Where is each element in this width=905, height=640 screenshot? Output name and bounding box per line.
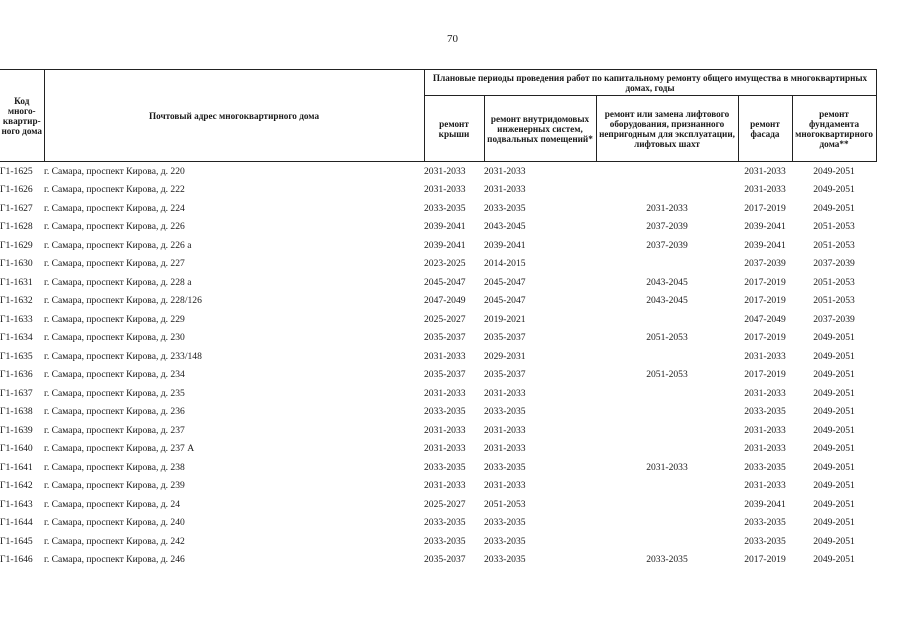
elevator-period: 2051-2053 bbox=[646, 332, 688, 344]
house-code: Г1-1636 bbox=[0, 369, 33, 381]
foundation-period: 2049-2051 bbox=[813, 332, 855, 344]
table-row bbox=[0, 310, 876, 329]
elevator-period bbox=[596, 181, 738, 200]
table-row bbox=[0, 329, 876, 348]
elevator-period: 2031-2033 bbox=[646, 202, 688, 214]
house-code: Г1-1644 bbox=[0, 517, 33, 529]
roof-period: 2023-2025 bbox=[424, 258, 466, 270]
facade-period: 2039-2041 bbox=[744, 498, 786, 510]
table-row bbox=[0, 532, 876, 551]
header-facade: ремонт фасада bbox=[738, 96, 792, 162]
elevator-period bbox=[596, 477, 738, 496]
engineering-period: 2033-2035 bbox=[484, 517, 526, 529]
house-code: Г1-1638 bbox=[0, 406, 33, 418]
engineering-period: 2045-2047 bbox=[484, 276, 526, 288]
facade-period: 2039-2041 bbox=[744, 239, 786, 251]
elevator-period: 2043-2045 bbox=[646, 276, 688, 288]
foundation-period: 2049-2051 bbox=[813, 202, 855, 214]
header-engineering: ремонт внутридомовых инженерных систем, подвальных помещений* bbox=[484, 96, 596, 162]
house-code: Г1-1626 bbox=[0, 184, 33, 196]
elevator-period bbox=[596, 495, 738, 514]
header-address: Почтовый адрес многоквартирного дома bbox=[44, 70, 424, 162]
table-row bbox=[0, 514, 876, 533]
house-address: г. Самара, проспект Кирова, д. 226 а bbox=[44, 239, 192, 251]
table-row bbox=[0, 403, 876, 422]
house-code: Г1-1643 bbox=[0, 498, 33, 510]
roof-period: 2033-2035 bbox=[424, 461, 466, 473]
roof-period: 2035-2037 bbox=[424, 369, 466, 381]
house-code: Г1-1642 bbox=[0, 480, 33, 492]
table-row bbox=[0, 347, 876, 366]
elevator-period bbox=[596, 514, 738, 533]
engineering-period: 2045-2047 bbox=[484, 295, 526, 307]
roof-period: 2039-2041 bbox=[424, 239, 466, 251]
engineering-period: 2033-2035 bbox=[484, 461, 526, 473]
house-address: г. Самара, проспект Кирова, д. 238 bbox=[44, 461, 185, 473]
house-code: Г1-1631 bbox=[0, 276, 33, 288]
facade-period: 2033-2035 bbox=[744, 535, 786, 547]
elevator-period bbox=[596, 440, 738, 459]
facade-period: 2017-2019 bbox=[744, 554, 786, 566]
elevator-period bbox=[596, 347, 738, 366]
house-code: Г1-1634 bbox=[0, 332, 33, 344]
table-row bbox=[0, 292, 876, 311]
house-address: г. Самара, проспект Кирова, д. 237 А bbox=[44, 443, 195, 455]
foundation-period: 2049-2051 bbox=[813, 406, 855, 418]
foundation-period: 2049-2051 bbox=[813, 350, 855, 362]
house-address: г. Самара, проспект Кирова, д. 228/126 bbox=[44, 295, 202, 307]
engineering-period: 2031-2033 bbox=[484, 480, 526, 492]
foundation-period: 2049-2051 bbox=[813, 387, 855, 399]
house-address: г. Самара, проспект Кирова, д. 236 bbox=[44, 406, 185, 418]
roof-period: 2031-2033 bbox=[424, 424, 466, 436]
elevator-period bbox=[596, 384, 738, 403]
engineering-period: 2031-2033 bbox=[484, 184, 526, 196]
roof-period: 2033-2035 bbox=[424, 202, 466, 214]
facade-period: 2017-2019 bbox=[744, 202, 786, 214]
foundation-period: 2049-2051 bbox=[813, 443, 855, 455]
house-code: Г1-1630 bbox=[0, 258, 33, 270]
roof-period: 2031-2033 bbox=[424, 443, 466, 455]
header-elevator: ремонт или замена лифтового оборудования, признанного непригодным для эксплуатации, лифтовых шахт bbox=[596, 96, 738, 162]
header-code: Код много-квартир-ного дома bbox=[0, 70, 44, 162]
engineering-period: 2019-2021 bbox=[484, 313, 526, 325]
house-code: Г1-1639 bbox=[0, 424, 33, 436]
table-row bbox=[0, 236, 876, 255]
table-row bbox=[0, 495, 876, 514]
roof-period: 2033-2035 bbox=[424, 517, 466, 529]
page-number: 70 bbox=[447, 33, 458, 45]
facade-period: 2031-2033 bbox=[744, 424, 786, 436]
roof-period: 2033-2035 bbox=[424, 406, 466, 418]
roof-period: 2045-2047 bbox=[424, 276, 466, 288]
house-code: Г1-1628 bbox=[0, 221, 33, 233]
house-address: г. Самара, проспект Кирова, д. 235 bbox=[44, 387, 185, 399]
foundation-period: 2049-2051 bbox=[813, 517, 855, 529]
house-code: Г1-1627 bbox=[0, 202, 33, 214]
elevator-period: 2043-2045 bbox=[646, 295, 688, 307]
house-address: г. Самара, проспект Кирова, д. 233/148 bbox=[44, 350, 202, 362]
engineering-period: 2033-2035 bbox=[484, 554, 526, 566]
engineering-period: 2033-2035 bbox=[484, 535, 526, 547]
facade-period: 2031-2033 bbox=[744, 350, 786, 362]
house-address: г. Самара, проспект Кирова, д. 227 bbox=[44, 258, 185, 270]
table-row bbox=[0, 551, 876, 570]
elevator-period: 2037-2039 bbox=[646, 239, 688, 251]
facade-period: 2033-2035 bbox=[744, 517, 786, 529]
engineering-period: 2035-2037 bbox=[484, 332, 526, 344]
header-foundation: ремонт фундамента многоквартирного дома** bbox=[792, 96, 876, 162]
house-address: г. Самара, проспект Кирова, д. 234 bbox=[44, 369, 185, 381]
house-code: Г1-1641 bbox=[0, 461, 33, 473]
foundation-period: 2037-2039 bbox=[813, 258, 855, 270]
foundation-period: 2051-2053 bbox=[813, 239, 855, 251]
facade-period: 2017-2019 bbox=[744, 295, 786, 307]
header-periods: Плановые периоды проведения работ по капитальному ремонту общего имущества в многоквартирных домах, годы bbox=[424, 70, 876, 96]
engineering-period: 2035-2037 bbox=[484, 369, 526, 381]
facade-period: 2017-2019 bbox=[744, 276, 786, 288]
elevator-period bbox=[596, 532, 738, 551]
roof-period: 2035-2037 bbox=[424, 332, 466, 344]
facade-period: 2037-2039 bbox=[744, 258, 786, 270]
house-code: Г1-1646 bbox=[0, 554, 33, 566]
foundation-period: 2051-2053 bbox=[813, 295, 855, 307]
house-address: г. Самара, проспект Кирова, д. 237 bbox=[44, 424, 185, 436]
house-code: Г1-1645 bbox=[0, 535, 33, 547]
foundation-period: 2049-2051 bbox=[813, 498, 855, 510]
table-row bbox=[0, 218, 876, 237]
elevator-period: 2031-2033 bbox=[646, 461, 688, 473]
facade-period: 2039-2041 bbox=[744, 221, 786, 233]
table-row bbox=[0, 199, 876, 218]
roof-period: 2031-2033 bbox=[424, 184, 466, 196]
house-address: г. Самара, проспект Кирова, д. 226 bbox=[44, 221, 185, 233]
facade-period: 2031-2033 bbox=[744, 184, 786, 196]
foundation-period: 2049-2051 bbox=[813, 424, 855, 436]
engineering-period: 2039-2041 bbox=[484, 239, 526, 251]
facade-period: 2047-2049 bbox=[744, 313, 786, 325]
table-row bbox=[0, 273, 876, 292]
facade-period: 2017-2019 bbox=[744, 332, 786, 344]
foundation-period: 2037-2039 bbox=[813, 313, 855, 325]
table-body bbox=[0, 162, 876, 570]
facade-period: 2033-2035 bbox=[744, 406, 786, 418]
house-code: Г1-1629 bbox=[0, 239, 33, 251]
elevator-period bbox=[596, 255, 738, 274]
foundation-period: 2049-2051 bbox=[813, 480, 855, 492]
table-row bbox=[0, 458, 876, 477]
house-address: г. Самара, проспект Кирова, д. 242 bbox=[44, 535, 185, 547]
roof-period: 2031-2033 bbox=[424, 387, 466, 399]
house-address: г. Самара, проспект Кирова, д. 228 а bbox=[44, 276, 192, 288]
roof-period: 2039-2041 bbox=[424, 221, 466, 233]
facade-period: 2017-2019 bbox=[744, 369, 786, 381]
elevator-period: 2033-2035 bbox=[646, 554, 688, 566]
elevator-period bbox=[596, 403, 738, 422]
table-row bbox=[0, 366, 876, 385]
house-address: г. Самара, проспект Кирова, д. 24 bbox=[44, 498, 181, 510]
table-row bbox=[0, 384, 876, 403]
facade-period: 2031-2033 bbox=[744, 480, 786, 492]
roof-period: 2025-2027 bbox=[424, 498, 466, 510]
roof-period: 2031-2033 bbox=[424, 350, 466, 362]
house-address: г. Самара, проспект Кирова, д. 230 bbox=[44, 332, 185, 344]
house-address: г. Самара, проспект Кирова, д. 222 bbox=[44, 184, 185, 196]
roof-period: 2035-2037 bbox=[424, 554, 466, 566]
engineering-period: 2033-2035 bbox=[484, 406, 526, 418]
house-address: г. Самара, проспект Кирова, д. 229 bbox=[44, 313, 185, 325]
capital-repair-table bbox=[0, 69, 877, 569]
house-address: г. Самара, проспект Кирова, д. 220 bbox=[44, 165, 185, 177]
header-roof: ремонт крыши bbox=[424, 96, 484, 162]
engineering-period: 2031-2033 bbox=[484, 424, 526, 436]
foundation-period: 2049-2051 bbox=[813, 165, 855, 177]
facade-period: 2033-2035 bbox=[744, 461, 786, 473]
house-address: г. Самара, проспект Кирова, д. 239 bbox=[44, 480, 185, 492]
house-code: Г1-1637 bbox=[0, 387, 33, 399]
facade-period: 2031-2033 bbox=[744, 165, 786, 177]
foundation-period: 2049-2051 bbox=[813, 184, 855, 196]
table-row bbox=[0, 255, 876, 274]
engineering-period: 2031-2033 bbox=[484, 165, 526, 177]
roof-period: 2047-2049 bbox=[424, 295, 466, 307]
facade-period: 2031-2033 bbox=[744, 387, 786, 399]
foundation-period: 2049-2051 bbox=[813, 554, 855, 566]
engineering-period: 2029-2031 bbox=[484, 350, 526, 362]
engineering-period: 2031-2033 bbox=[484, 387, 526, 399]
engineering-period: 2033-2035 bbox=[484, 202, 526, 214]
roof-period: 2025-2027 bbox=[424, 313, 466, 325]
house-address: г. Самара, проспект Кирова, д. 224 bbox=[44, 202, 185, 214]
house-code: Г1-1625 bbox=[0, 165, 33, 177]
table-row bbox=[0, 477, 876, 496]
table-row bbox=[0, 421, 876, 440]
elevator-period bbox=[596, 162, 738, 181]
house-code: Г1-1635 bbox=[0, 350, 33, 362]
foundation-period: 2051-2053 bbox=[813, 221, 855, 233]
foundation-period: 2049-2051 bbox=[813, 369, 855, 381]
foundation-period: 2051-2053 bbox=[813, 276, 855, 288]
table-row bbox=[0, 181, 876, 200]
engineering-period: 2043-2045 bbox=[484, 221, 526, 233]
engineering-period: 2031-2033 bbox=[484, 443, 526, 455]
foundation-period: 2049-2051 bbox=[813, 535, 855, 547]
house-address: г. Самара, проспект Кирова, д. 246 bbox=[44, 554, 185, 566]
roof-period: 2033-2035 bbox=[424, 535, 466, 547]
elevator-period: 2037-2039 bbox=[646, 221, 688, 233]
house-code: Г1-1633 bbox=[0, 313, 33, 325]
foundation-period: 2049-2051 bbox=[813, 461, 855, 473]
roof-period: 2031-2033 bbox=[424, 165, 466, 177]
roof-period: 2031-2033 bbox=[424, 480, 466, 492]
elevator-period bbox=[596, 310, 738, 329]
house-address: г. Самара, проспект Кирова, д. 240 bbox=[44, 517, 185, 529]
house-code: Г1-1640 bbox=[0, 443, 33, 455]
elevator-period: 2051-2053 bbox=[646, 369, 688, 381]
facade-period: 2031-2033 bbox=[744, 443, 786, 455]
house-code: Г1-1632 bbox=[0, 295, 33, 307]
table-row bbox=[0, 162, 876, 181]
engineering-period: 2051-2053 bbox=[484, 498, 526, 510]
elevator-period bbox=[596, 421, 738, 440]
table-row bbox=[0, 440, 876, 459]
engineering-period: 2014-2015 bbox=[484, 258, 526, 270]
